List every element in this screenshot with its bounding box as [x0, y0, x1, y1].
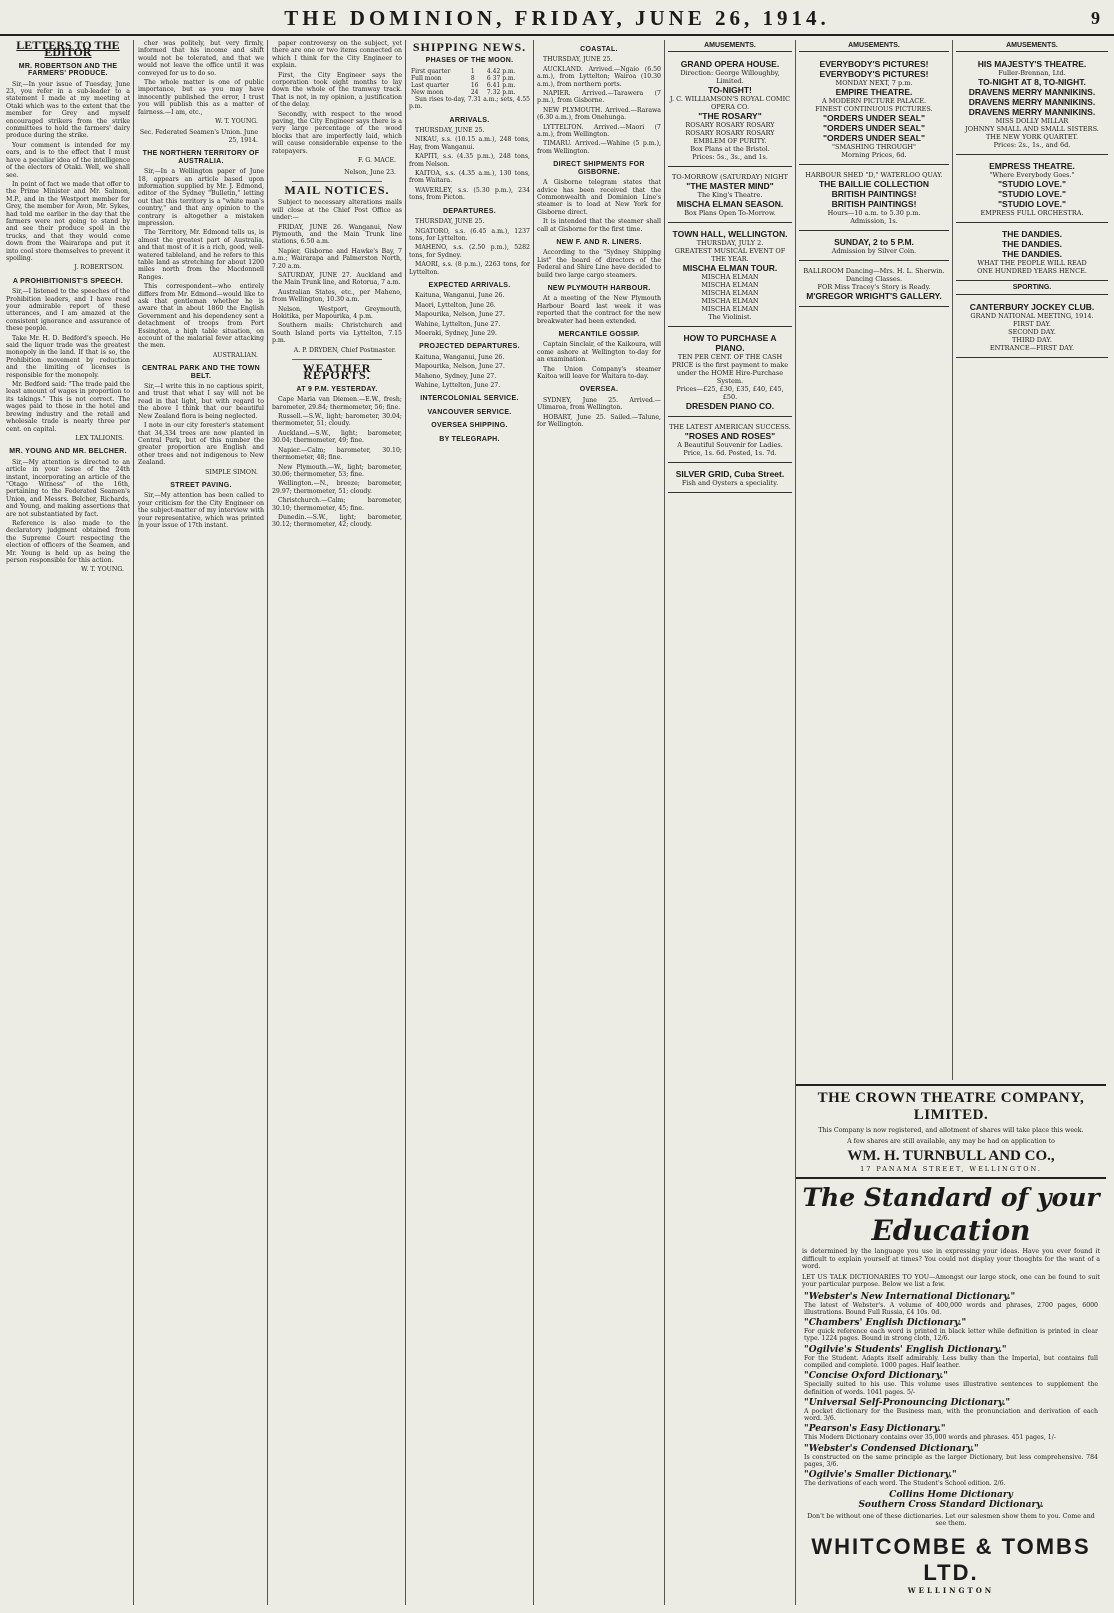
agent-address: 17 PANAMA STREET, WELLINGTON.: [860, 1165, 1042, 1173]
table-row: [409, 68, 530, 75]
ad-line: "ORDERS UNDER SEAL": [822, 123, 926, 134]
coastal-entry: NAPIER. Arrived.—Tarawera (7 p.m.), from Gisborne.: [537, 90, 661, 105]
dictionary-desc: This Modern Dictionary contains over 35,000 words and phrases. 451 pages, 1/-: [804, 1434, 1056, 1442]
sporting-header: SPORTING.: [956, 284, 1108, 294]
table-cell: 6 37 p.m.: [486, 74, 516, 82]
ad-line: The King's Theatre.: [697, 191, 763, 200]
mail-paragraph: Subject to necessary alterations mails will close at the Chief Post Office as under:—: [272, 199, 402, 222]
shares-note: A few shares are still available, any may be had on application to: [847, 1137, 1055, 1145]
arrival-entry: KAPITI, s.s. (4.35 p.m.), 248 tons, from Nelson.: [409, 153, 530, 168]
empress-theatre-ad: [956, 158, 1108, 223]
letter-paragraph: Sir,—In your issue of Tuesday, June 23, you refer in a sub-leader to a statement I made at my meeting at Otaki which was to the extent that the member for Grey and myself encouraged strikers from the strike committees to hold the farmers' dairy produce during the strike.: [6, 80, 130, 140]
ad-line: THE DANDIES.: [1002, 239, 1062, 250]
ad-line: Fuller-Brennan, Ltd.: [998, 69, 1066, 78]
dictionary-name: "Universal Self-Pronouncing Dictionary.": [804, 1397, 1011, 1408]
mail-notices-title: MAIL NOTICES.: [284, 182, 390, 197]
column-letters-2: [138, 40, 264, 1605]
letter-paragraph: Sir,—In a Wellington paper of June 18, appears an article based upon information supplied by Mr. J. Edmond, editor of the Sydney "Bulletin," letting out that this territory is a "white man's country," and that any opinion to the contrary is altogether a mistaken impression.: [138, 168, 264, 227]
his-majestys-ad: [956, 56, 1108, 155]
column-shipping: [409, 40, 530, 1605]
vancouver-heading: VANCOUVER SERVICE.: [427, 408, 512, 416]
letter-heading: THE NORTHERN TERRITORY OF AUSTRALIA.: [142, 150, 260, 165]
table-cell: New moon: [411, 88, 444, 96]
projected-heading: PROJECTED DEPARTURES.: [419, 343, 520, 351]
ad-line: Direction: George Willoughby, Limited.: [680, 69, 780, 86]
dictionary-item: [804, 1398, 1098, 1423]
ad-line: THE NEW YORK QUARTET.: [985, 133, 1079, 142]
agent-name: WM. H. TURNBULL AND CO.,: [847, 1148, 1055, 1164]
ad-line: "Where Everybody Goes.": [989, 171, 1075, 180]
ad-line: ENTRANCE—FIRST DAY.: [989, 343, 1075, 352]
ad-line: FIRST DAY.: [1013, 319, 1051, 328]
ad-line: WHAT THE PEOPLE WILL READ: [977, 259, 1087, 268]
dictionary-item: [804, 1292, 1098, 1317]
dictionary-name: "Chambers' English Dictionary.": [804, 1318, 967, 1329]
ad-line: CANTERBURY JOCKEY CLUB.: [969, 301, 1095, 312]
column-rule: [267, 40, 268, 1605]
ad-line: THE DANDIES.: [1002, 249, 1062, 260]
arrivals-heading: ARRIVALS.: [449, 116, 490, 124]
letter-paragraph: Sir,—I write this in no captious spirit, and trust that what I say will not be read in that light, but with regard to the above I think that our beautiful New Zealand flora is being neglected.: [138, 383, 264, 420]
dictionary-name: "Concise Oxford Dictionary.": [804, 1371, 948, 1382]
coastal-entry: AUCKLAND. Arrived.—Ngaio (6.50 a.m.), from Lyttelton; Wairoa (10.30 a.m.), from northern ports.: [537, 65, 661, 88]
ad-line: TO-NIGHT AT 8, TO-NIGHT.: [978, 77, 1086, 88]
mail-paragraph: Nelson, Westport, Greymouth, Hokitika, per Mapourika, 4 p.m.: [272, 305, 402, 320]
expected-entry: Maori, Lyttelton, June 26.: [415, 301, 496, 309]
ad-line: EVERYBODY'S PICTURES!: [819, 59, 929, 70]
letter-signature: J. ROBERTSON.: [74, 264, 124, 272]
expected-entry: Moeraki, Sydney, June 29.: [415, 329, 497, 337]
departure-entry: MAORI, s.s. (8 p.m.), 2263 tons, for Lyttelton.: [409, 261, 530, 276]
ad-line: MONDAY NEXT, 7 p.m.: [835, 79, 913, 88]
table-cell: Last quarter: [411, 81, 449, 89]
sun-times: Sun rises to-day, 7.31 a.m.; sets, 4.55 p.m.: [409, 95, 530, 111]
piano-ad: [668, 330, 792, 417]
letter-paragraph: First, the City Engineer says the corporation took eight months to lay down the whole of the tramway track. That is not, in my opinion, a justification of the delay.: [272, 71, 402, 109]
ad-line: ROSARY ROSARY ROSARY: [685, 121, 775, 130]
letter-paragraph: Sir,—My attention has been called to your criticism for the City Engineer on the subject-matter of my interview with your representative, which was printed in your issue of 17th instant.: [138, 492, 264, 529]
intercolonial-heading: INTERCOLONIAL SERVICE.: [420, 395, 519, 403]
ad-line: MISS DOLLY MILLAR: [995, 117, 1069, 126]
ad-line: "STUDIO LOVE.": [997, 199, 1067, 210]
ad-line: SILVER GRID, Cuba Street.: [675, 469, 785, 480]
ad-line: TEN PER CENT. OF THE CASH PRICE is the first payment to make under the HOME Hire-Purchase System.: [671, 353, 789, 386]
table-cell: Full moon: [411, 74, 442, 82]
ad-line: THE DANDIES.: [1002, 229, 1062, 240]
divider: [292, 359, 382, 360]
weather-entry: Cape Maria van Diemen.—E.W., fresh; barometer, 29.84; thermometer, 56; fine.: [272, 396, 402, 411]
column-rule: [133, 40, 134, 1605]
oversea-shipping-heading: OVERSEA SHIPPING.: [431, 422, 508, 430]
dictionary-name: Collins Home Dictionary: [889, 1489, 1013, 1500]
gossip-heading: MERCANTILE GOSSIP.: [558, 331, 640, 338]
expected-heading: EXPECTED ARRIVALS.: [428, 281, 511, 289]
ad-line: J. C. WILLIAMSON'S ROYAL COMIC OPERA CO.: [669, 95, 791, 112]
expected-entry: Wahine, Lyttelton, June 27.: [415, 320, 501, 328]
dictionary-name: "Webster's New International Dictionary.": [804, 1291, 1016, 1302]
ad-line: MISCHA ELMAN: [701, 305, 759, 314]
ad-line: Hours—10 a.m. to 5.30 p.m.: [827, 209, 921, 218]
ad-line: TOWN HALL, WELLINGTON.: [672, 229, 788, 240]
mail-paragraph: SATURDAY, JUNE 27. Auckland and the Main Trunk line, and Rotorua, 7 a.m.: [272, 271, 402, 287]
column-coastal: [537, 40, 661, 1605]
ad-line: SUNDAY, 2 to 5 P.M.: [834, 237, 914, 248]
coastal-entry: TIMARU. Arrived.—Wahine (5 p.m.), from Wellington.: [537, 140, 661, 155]
coastal-entry: NEW PLYMOUTH. Arrived.—Rarawa (6.30 a.m.), from Onehunga.: [537, 106, 661, 122]
ad-line: "STUDIO LOVE.": [997, 179, 1067, 190]
weather-entry: Dunedin.—S.W., light; barometer, 30.12; thermometer, 42; cloudy.: [272, 513, 402, 529]
ad-line: FINEST CONTINUOUS PICTURES.: [815, 105, 933, 114]
ad-line: Prices: 2s., 1s., and 6d.: [993, 141, 1071, 150]
ad-line: DRAVENS MERRY MANNIKINS.: [968, 97, 1096, 108]
liners-heading: NEW F. AND R. LINERS.: [556, 238, 642, 246]
letter-paragraph: The whole matter is one of public importance, but as you may have innocently published the error, I trust you will publish this as a matter of fairness.—I am, etc.,: [138, 79, 264, 116]
amusements-header: AMUSEMENTS.: [956, 42, 1108, 52]
dictionary-item: [804, 1371, 1098, 1396]
ad-line: Admission, 1s.: [850, 217, 898, 226]
masthead: [0, 0, 1114, 36]
letter-paragraph: Your comment is intended for my ears, and is to the effect that I must have a peculiar idea of the intelligence of the electors of Otaki. Well, we shall see.: [6, 141, 130, 179]
town-hall-ad: [668, 226, 792, 327]
ad-line: EMPRESS THEATRE.: [989, 161, 1075, 172]
dandies-ad: [956, 226, 1108, 281]
ad-line: "THE ROSARY": [698, 111, 762, 122]
column-amusements-2: [799, 40, 949, 1080]
kings-theatre-ad: [668, 170, 792, 223]
grand-opera-ad: [668, 56, 792, 167]
gisborne-heading: DIRECT SHIPMENTS FOR GISBORNE.: [553, 161, 645, 176]
projected-entry: Kaituna, Wanganui, June 26.: [415, 353, 505, 361]
ad-line: BRITISH PAINTINGS!: [831, 189, 917, 200]
ad-line: Box Plans Open To-Morrow.: [684, 209, 776, 218]
dictionary-item: [804, 1345, 1098, 1370]
departure-entry: THURSDAY, JUNE 25.: [415, 218, 485, 226]
jockey-club-ad: [956, 299, 1108, 358]
ad-line: M'GREGOR WRIGHT'S GALLERY.: [806, 291, 942, 302]
letter-signature: W. T. YOUNG.: [81, 566, 124, 574]
departure-entry: NGATORO, s.s. (6.45 a.m.), 1237 tons, for Lyttelton.: [409, 227, 530, 242]
letter-signature: LEX TALIONIS.: [75, 434, 124, 442]
ad-line: EVERYBODY'S PICTURES!: [819, 69, 929, 80]
newspaper-title: THE DOMINION, FRIDAY, JUNE 26, 1914.: [284, 6, 830, 30]
ad-line: Morning Prices, 6d.: [841, 151, 907, 160]
letter-paragraph: Sir,—I listened to the speeches of the Prohibition leaders, and I have read your admirable report of these utterances, and I am amazed at the consistent ignorance and assurance of these people.: [6, 288, 130, 333]
letter-signature: W. T. YOUNG.: [215, 118, 258, 126]
weather-title: WEATHER REPORTS.: [302, 361, 372, 383]
table-cell: 6.41 p.m.: [486, 81, 516, 89]
ad-line: GREATEST MUSICAL EVENT OF THE YEAR.: [674, 247, 786, 264]
moon-heading: PHASES OF THE MOON.: [425, 57, 514, 65]
letter-heading: MR. YOUNG AND MR. BELCHER.: [9, 448, 127, 456]
table-cell: 4.42 p.m.: [486, 67, 516, 75]
table-cell: 7.32 p.m.: [486, 88, 516, 96]
postmaster-signature: A. P. DRYDEN, Chief Postmaster.: [293, 346, 396, 354]
pictures-ad: [799, 56, 949, 165]
ad-line: ROSARY ROSARY ROSARY: [685, 129, 775, 138]
ad-line: THE BAILLIE COLLECTION: [818, 179, 930, 190]
ballroom-ad: [799, 264, 949, 307]
ad-line: Admission by Silver Coin.: [831, 247, 917, 256]
page-number: 9: [1091, 8, 1100, 28]
letter-paragraph: Reference is also made to the declaratory judgment obtained from the Supreme Court respecting the election of officers of the Seamen, and Mr. Young is held up as being the person responsible for this action.: [6, 519, 130, 564]
news-paragraph: Captain Sinclair, of the Kaikoura, will come ashore at Wellington to-day for an examination.: [537, 341, 661, 364]
ad-line: BALLROOM Dancing—Mrs. H. L. Sherwin. Dancing Classes.: [803, 267, 945, 284]
telegraph-heading: BY TELEGRAPH.: [439, 435, 500, 443]
dictionary-desc: Specially suited to his use. This volume uses illustrative sentences to supplement the definition of words. 1041 pages. 5/-: [804, 1381, 1098, 1396]
sunday-ad: [799, 234, 949, 261]
news-paragraph: HOBART, June 25. Sailed.—Talune, for Wellington.: [537, 413, 661, 429]
weather-entry: Russell.—S.W., light; barometer, 30.04; thermometer, 51; cloudy.: [272, 413, 402, 428]
divider: [796, 1177, 1106, 1179]
ad-line: FOR Miss Tracey's Story is Ready.: [817, 283, 931, 292]
dictionary-intro: LET US TALK DICTIONARIES TO YOU—Amongst our large stock, one can be found to suit your particular purpose. Below we list a few.: [802, 1273, 1100, 1288]
ad-line: "THE MASTER MIND": [686, 181, 774, 192]
dictionary-item: [804, 1424, 1098, 1441]
firm-name: WHITCOMBE & TOMBS LTD.: [811, 1533, 1091, 1585]
dictionary-name: Southern Cross Standard Dictionary.: [858, 1499, 1044, 1510]
weather-entry: Auckland.—S.W., light; barometer, 30.04; thermometer, 49; fine.: [272, 429, 402, 445]
table-row: [409, 89, 530, 96]
news-paragraph: According to the "Sydney Shipping List" the board of directors of the Federal and Shire Line have decided to build two large cargo steamers.: [537, 249, 661, 279]
weather-entry: Napier.—Calm; barometer, 30.10; thermometer, 48; fine.: [272, 446, 402, 462]
column-rule: [533, 40, 534, 1605]
ad-line: MISCHA ELMAN TOUR.: [682, 263, 778, 274]
company-name: THE CROWN THEATRE COMPANY, LIMITED.: [817, 1090, 1085, 1123]
slogan-line-1: The Standard of your: [802, 1183, 1100, 1212]
ad-line: BRITISH PAINTINGS!: [831, 199, 917, 210]
arrival-entry: NIKAU, s.s. (10.15 a.m.), 248 tons, Hay, from Wanganui.: [409, 136, 530, 151]
ad-line: TO-NIGHT!: [708, 85, 752, 96]
harbour-heading: NEW PLYMOUTH HARBOUR.: [547, 284, 651, 292]
column-letters-1: [6, 40, 130, 1605]
departures-heading: DEPARTURES.: [443, 207, 496, 215]
ad-line: "SMASHING THROUGH": [832, 143, 916, 152]
letter-paragraph: In point of fact we made that offer to the Prime Minister and Mr. Salmon, M.P., and in the Westport member for Grey, the member for Avon, Mr. Sykes, had told me earlier in the day that the farmers were not going to stand by and see their produce spoil in the trucks, and that they would come down from the Wairarapa and put it into cool store themselves to prevent it spoiling.: [6, 180, 130, 262]
oversea-heading: OVERSEA.: [579, 386, 619, 394]
weather-subtitle: AT 9 P.M. YESTERDAY.: [296, 385, 378, 393]
ad-line: MISCHA ELMAN: [701, 289, 759, 298]
ad-line: EMPIRE THEATRE.: [835, 87, 913, 98]
ad-line: Prices—£25, £30, £35, £40, £45, £50.: [676, 385, 784, 402]
news-paragraph: SYDNEY, June 25. Arrived.—Ulimaroa, from Wellington.: [537, 396, 661, 412]
mail-paragraph: FRIDAY, JUNE 26. Wanganui, New Plymouth, and the Main Trunk line stations, 6.50 a.m.: [272, 223, 402, 246]
ad-line: THIRD DAY.: [1012, 335, 1052, 344]
news-paragraph: The Union Company's steamer Kaitoa will leave for Waitara to-day.: [537, 365, 661, 381]
crown-theatre-and-dictionary-ad: [796, 1084, 1106, 1595]
ad-line: HARBOUR SHED "D," WATERLOO QUAY.: [805, 171, 943, 180]
projected-entry: Maheno, Sydney, June 27.: [415, 372, 497, 380]
mail-paragraph: Australian States, etc., per Maheno, from Wellington, 10.30 a.m.: [272, 288, 402, 304]
letter-signature: AUSTRALIAN.: [212, 351, 258, 359]
dictionary-desc: The latest of Webster's. A volume of 400,000 words and phrases, 2700 pages, 6000 illustrations. Bound Full Russia, £4 10s. 0d.: [804, 1301, 1098, 1316]
table-row: [409, 82, 530, 89]
dictionary-item: [804, 1318, 1098, 1343]
mail-paragraph: Napier, Gisborne and Hawke's Bay, 7 a.m.; Wairarapa and Palmerston North, 7.20 a.m.: [272, 247, 402, 270]
ad-line: EMPRESS FULL ORCHESTRA.: [980, 209, 1084, 218]
letter-paragraph: Sir,—My attention is directed to an article in your issue of the 24th instant, incorporating an article of the "Otago Witness" of the 16th, pertaining to the Federated Seamen's Union, and Messrs. Belcher, Richards, and Young, and making assertions that are not substantiated by fact.: [6, 458, 130, 518]
amusements-header: AMUSEMENTS.: [799, 42, 949, 52]
letter-paragraph: The Territory, Mr. Edmond tells us, is almost the greatest part of Australia, and that most of it is a rich, good, well-watered tableland, and he refers to this table land as stretching for about 1200 miles north from the Macdonnell Ranges.: [138, 229, 264, 281]
letter-signature: SIMPLE SIMON.: [205, 468, 258, 476]
ad-line: MISCHA ELMAN: [701, 281, 759, 290]
table-row: [409, 75, 530, 82]
ad-line: DRAVENS MERRY MANNIKINS.: [968, 87, 1096, 98]
baillie-collection-ad: [799, 168, 949, 231]
arrival-entry: WAVERLEY, s.s. (5.30 p.m.), 234 tons, from Picton.: [409, 186, 530, 202]
ad-line: GRAND NATIONAL MEETING, 1914.: [970, 311, 1094, 320]
weather-entry: Christchurch.—Calm; barometer, 30.10; thermometer, 45; fine.: [272, 497, 402, 512]
letter-signature: F. G. MACE.: [358, 157, 396, 165]
coastal-entry: LYTTELTON. Arrived.—Maori (7 a.m.), from Wellington.: [537, 123, 661, 139]
dictionary-desc: The derivations of each word. The Student's School edition. 2/6.: [804, 1480, 1006, 1488]
letter-paragraph: paper controversy on the subject, yet there are one or two items connected on which I think for the City Engineer to explain.: [272, 40, 402, 70]
dictionary-item: [804, 1470, 1098, 1487]
ad-line: "STUDIO LOVE.": [997, 189, 1067, 200]
ad-line: EMBLEM OF PURITY.: [693, 137, 767, 146]
column-mail-weather: [272, 40, 402, 1605]
letter-paragraph: Take Mr. H. D. Bedford's speech. He said the liquor trade was the greatest monopoly in the land. If that is so, the Prohibition movement by reduction and the limiting of licenses is responsible for the monopoly.: [6, 334, 130, 379]
projected-entry: Mapourika, Nelson, June 27.: [415, 363, 505, 371]
news-paragraph: At a meeting of the New Plymouth Harbour Board last week it was reported that the contract for the new breakwater had been extended.: [537, 295, 661, 325]
closing-note: Don't be without one of these dictionaries. Let our salesmen show them to you. Come and see them.: [807, 1512, 1095, 1528]
ad-line: DRAVENS MERRY MANNIKINS.: [968, 107, 1096, 118]
table-cell: 8: [470, 74, 475, 82]
letter-paragraph: This correspondent—who entirely differs from Mr. Edmond—would like to ask that gentleman whether he is aware that in about 1860 the English Government and his dependency sent a detachment of troops from Port Essington, a high table situation, on account of the malarial fever attacking the men.: [138, 283, 264, 350]
company-intro: This Company is now registered, and allotment of shares will take place this week.: [818, 1127, 1084, 1134]
column-amusements-3: [956, 40, 1108, 1080]
amusements-header: AMUSEMENTS.: [668, 42, 792, 52]
ad-line: "ORDERS UNDER SEAL": [822, 133, 926, 144]
letter-heading: CENTRAL PARK AND THE TOWN BELT.: [141, 365, 261, 380]
dictionary-name: "Pearson's Easy Dictionary.": [804, 1424, 946, 1435]
ad-line: HIS MAJESTY'S THEATRE.: [977, 59, 1087, 70]
ad-line: HOW TO PURCHASE A PIANO.: [683, 333, 777, 354]
letter-paragraph: Mr. Bedford said: "The trade paid the least amount of wages in proportion to its takings." This is not correct. The wages paid to those in the hotel and brewing industry and the retail and wholesale trade is nearly three per cent. on capital.: [6, 381, 130, 433]
departure-entry: MAHENO, s.s. (2.50 p.m.), 5282 tons, for Sydney.: [409, 244, 530, 259]
expected-entry: Kaituna, Wanganui, June 26.: [415, 292, 505, 300]
coastal-heading: COASTAL.: [580, 46, 618, 53]
news-paragraph: It is intended that the steamer shall call at Gisborne for the first time.: [537, 218, 661, 233]
dictionary-desc: For the Student. Adapts itself admirably. Less bulky than the Imperial, but contains full compiled and complete. 1000 pages. Half leather.: [804, 1354, 1098, 1369]
ad-line: MISCHA ELMAN: [701, 273, 759, 282]
weather-entry: New Plymouth.—W., light; barometer, 30.06; thermometer, 53; fine.: [272, 463, 402, 478]
ad-line: MISCHA ELMAN: [701, 297, 759, 306]
weather-entry: Wellington.—N., breeze; barometer, 29.97; thermometer, 51; cloudy.: [272, 480, 402, 495]
moon-table: [409, 68, 530, 96]
column-amusements-1: [668, 40, 792, 1080]
column-rule: [952, 40, 953, 1080]
letter-heading: STREET PAVING.: [170, 481, 232, 489]
coastal-entry: THURSDAY, JUNE 25.: [543, 56, 613, 64]
table-cell: 24: [470, 88, 479, 96]
letter-signature-detail: Sec. Federated Seamen's Union. June 25, 1914.: [139, 129, 258, 144]
projected-entry: Wahine, Lyttelton, June 27.: [415, 382, 501, 389]
column-rule: [664, 40, 665, 1605]
ad-line: TO-MORROW (SATURDAY) NIGHT: [672, 173, 788, 182]
roses-ad: [668, 420, 792, 463]
ad-line: A Beautiful Souvenir for Ladies.: [677, 441, 783, 450]
letter-paragraph: I note in our city forester's statement that 34,334 trees are now planted in Central Park, but of this number the greater proportion are English and other trees and not indigenous to New Zealand.: [138, 422, 264, 467]
expected-entry: Mapourika, Nelson, June 27.: [415, 311, 505, 319]
table-cell: 1: [470, 67, 475, 75]
table-cell: First quarter: [411, 67, 451, 75]
slogan-line-2: Education: [871, 1214, 1031, 1247]
shipping-title: SHIPPING NEWS.: [412, 40, 527, 54]
ad-line: MISCHA ELMAN SEASON.: [676, 199, 784, 210]
dictionary-item: [804, 1444, 1098, 1469]
column-rule: [405, 40, 406, 1605]
table-cell: 16: [470, 81, 479, 89]
ad-line: JOHNNY SMALL AND SMALL SISTERS.: [965, 125, 1099, 134]
ad-line: Box Plans at the Bristol.: [690, 145, 770, 154]
silver-grid-ad: [668, 466, 792, 493]
letter-paragraph: Secondly, with respect to the wood paving, the City Engineer says there is a very large percentage of the wood blocks that are imperfectly laid, which will cause considerable expense to the ratepayers.: [272, 110, 402, 155]
ad-line: SECOND DAY.: [1008, 327, 1056, 336]
ad-line: Prices: 5s., 3s., and 1s.: [692, 153, 768, 162]
ad-line: "ORDERS UNDER SEAL": [822, 113, 926, 124]
ad-line: DRESDEN PIANO CO.: [685, 401, 775, 412]
ad-line: ONE HUNDRED YEARS HENCE.: [977, 267, 1087, 276]
news-paragraph: A Gisborne telegram states that advice has been received that the Commonwealth and Dominion Line's steamer is to load at New York for Gisborne direct.: [537, 179, 661, 216]
mail-paragraph: Southern mails: Christchurch and South Island ports via Lyttelton, 7.15 p.m.: [272, 322, 402, 345]
letter-heading: MR. ROBERTSON AND THE FARMERS' PRODUCE.: [18, 62, 118, 78]
extra-dictionaries: [804, 1490, 1098, 1510]
dictionary-name: "Ogilvie's Smaller Dictionary.": [804, 1470, 957, 1481]
ad-line: The Violinist.: [708, 313, 752, 322]
dictionary-desc: For quick reference each word is printed in black letter while definition is printed in clear type. 1224 pages. Bound in strong cloth, 12/6.: [804, 1328, 1098, 1343]
dictionary-name: "Webster's Condensed Dictionary.": [804, 1443, 979, 1454]
firm-city: WELLINGTON: [907, 1585, 995, 1595]
ad-line: Fish and Oysters a speciality.: [681, 479, 779, 488]
ad-line: "ROSES AND ROSES": [684, 431, 776, 442]
section-title: LETTERS TO THE EDITOR: [16, 40, 120, 60]
divider: [292, 181, 382, 182]
ad-line: THURSDAY, JULY 2.: [696, 239, 764, 248]
letter-heading: A PROHIBITIONIST'S SPEECH.: [12, 277, 124, 285]
slogan-text: is determined by the language you use in expressing your ideas. Have you ever found it difficult to explain yourself at times? You could not display your thoughts for the want of a word.: [802, 1248, 1100, 1270]
letter-paragraph: cher was politely, but very firmly, informed that his income and shift would not be tolerated, and that we would not leave the office until it was conveyed for us to do so.: [138, 40, 264, 77]
ad-line: A MODERN PICTURE PALACE.: [821, 97, 927, 106]
dictionary-name: "Ogilvie's Students' English Dictionary.": [804, 1344, 1007, 1355]
arrival-entry: KAITOA, s.s. (4.35 a.m.), 130 tons, from Waitara.: [409, 170, 530, 185]
ad-line: Price, 1s. 6d. Posted, 1s. 7d.: [683, 449, 777, 458]
letter-signature-detail: Nelson, June 23.: [344, 168, 396, 176]
ad-line: GRAND OPERA HOUSE.: [680, 59, 780, 70]
arrival-entry: THURSDAY, JUNE 25.: [415, 127, 485, 135]
dictionary-desc: A pocket dictionary for the Business man, with the pronunciation and derivation of each word. 3/6.: [804, 1407, 1098, 1423]
ad-line: THE LATEST AMERICAN SUCCESS.: [669, 423, 791, 432]
dictionary-desc: Is constructed on the same principle as the larger Dictionary, but less comprehensive. 784 pages, 3/6.: [804, 1453, 1098, 1469]
